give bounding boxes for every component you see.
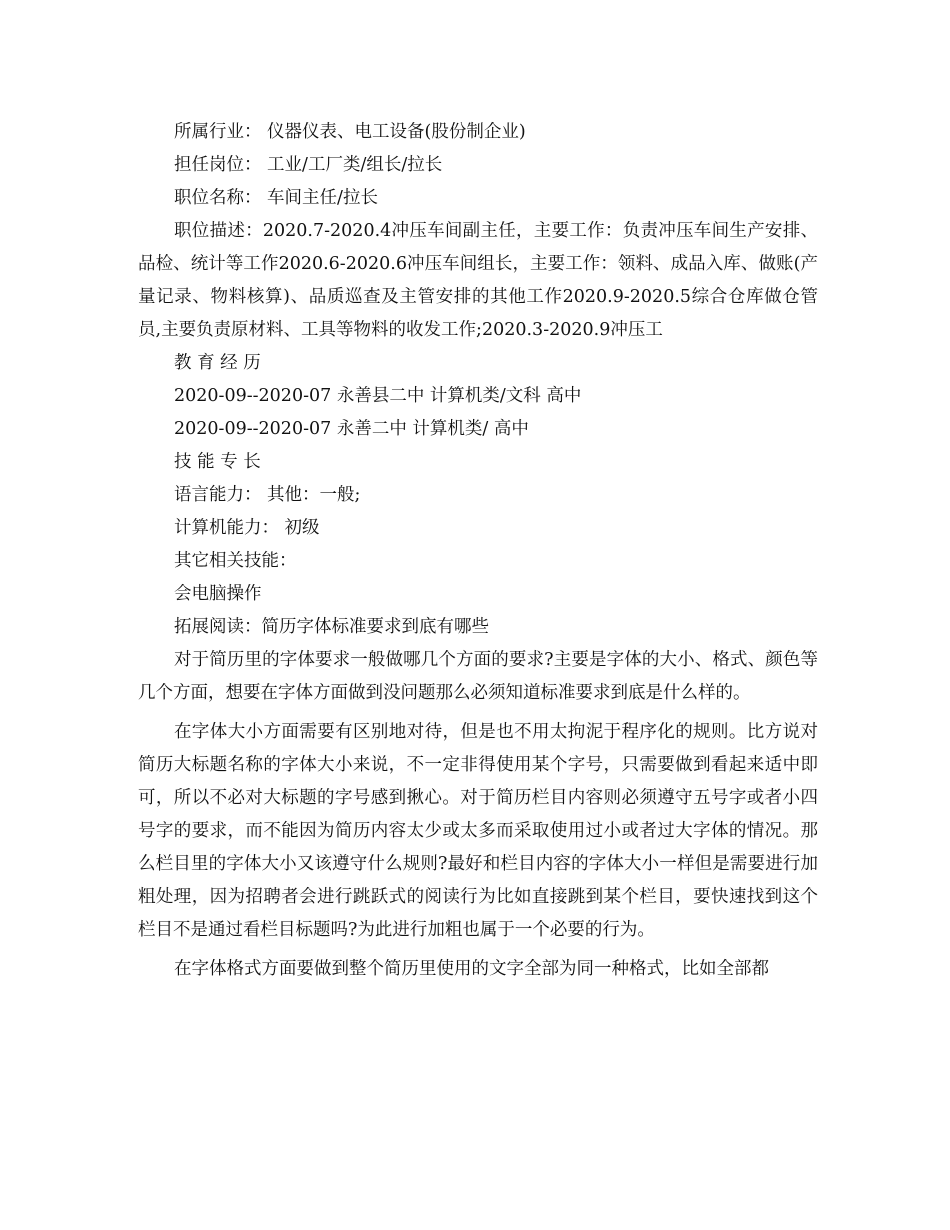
job-description: 职位描述：2020.7-2020.4冲压车间副主任，主要工作：负责冲压车间生产安排、品检、统计等工作2020.6-2020.6冲压车间组长，主要工作：领料、成品入库、做账(产量记录、物料核算)、品质巡查及主管安排的其他工作2020.9-2020.5综合仓库做仓管员,主要负责原材料、工具等物料的收发工作;2020.3-2020.9冲压工 [138,221,818,340]
education-heading: 教 育 经 历 [174,353,261,373]
body-paragraph: 对于简历里的字体要求一般做哪几个方面的要求?主要是字体的大小、格式、颜色等几个方面，想要在字体方面做到没问题那么必须知道标准要求到底是什么样的。 [138,650,818,703]
education-entry: 2020-09--2020-07 永善二中 计算机类/ 高中 [174,419,529,439]
extended-reading-title: 拓展阅读：简历字体标准要求到底有哪些 [174,617,489,637]
other-skills-label: 其它相关技能： [174,551,297,571]
position-line: 担任岗位： 工业/工厂类/组长/拉长 [174,155,443,175]
body-paragraph: 在字体大小方面需要有区别地对待，但是也不用太拘泥于程序化的规则。比方说对简历大标题名称的字体大小来说，不一定非得使用某个字号，只需要做到看起来适中即可，所以不必对大标题的字号感到揪心。对于简历栏目内容则必须遵守五号字或者小四号字的要求，而不能因为简历内容太少或太多而采取使用过小或者过大字体的情况。那么栏目里的字体大小又该遵守什么规则?最好和栏目内容的字体大小一样但是需要进行加粗处理，因为招聘者会进行跳跃式的阅读行为比如直接跳到某个栏目，要快速找到这个栏目不是通过看栏目标题吗?为此进行加粗也属于一个必要的行为。 [138,722,818,940]
computer-skill: 计算机能力： 初级 [174,518,320,538]
body-paragraph: 在字体格式方面要做到整个简历里使用的文字全部为同一种格式，比如全部都 [174,959,769,979]
job-title-line: 职位名称： 车间主任/拉长 [174,188,378,208]
other-skill-value: 会电脑操作 [174,584,262,604]
industry-line: 所属行业： 仪器仪表、电工设备(股份制企业) [174,122,526,142]
language-skill: 语言能力： 其他：一般; [174,485,361,505]
document-content [138,116,818,986]
skills-heading: 技 能 专 长 [174,452,261,472]
education-entry: 2020-09--2020-07 永善县二中 计算机类/文科 高中 [174,386,582,406]
